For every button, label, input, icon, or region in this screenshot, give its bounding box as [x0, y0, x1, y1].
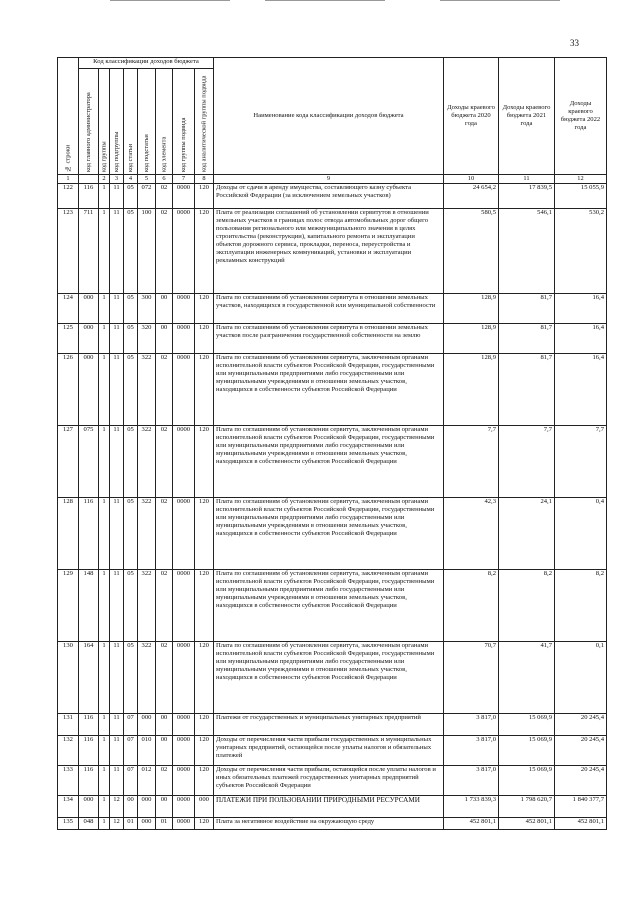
- cell-ps: 322: [138, 642, 156, 714]
- cell-ps: 000: [138, 818, 156, 830]
- cell-a: 000: [79, 796, 99, 818]
- cell-name: Плата по соглашениям об установлении сервитута в отношении земельных участков, находящихся в государственной или муниципальной собственности: [214, 294, 444, 324]
- cell-a: 048: [79, 818, 99, 830]
- cell-name: Платежи от государственных и муниципальных унитарных предприятий: [214, 714, 444, 736]
- table-row: [58, 766, 607, 796]
- cell-v2: 81,7: [499, 294, 555, 324]
- cell-el: 00: [156, 324, 173, 354]
- cell-el: 02: [156, 209, 173, 294]
- cell-v1: 24 654,2: [444, 184, 499, 209]
- table-row: [58, 714, 607, 736]
- col-code-7: код группы подвида: [173, 69, 195, 175]
- cell-v1: 3 817,0: [444, 736, 499, 766]
- col-name: Наименование кода классификации доходов бюджета: [214, 58, 444, 175]
- cell-g: 1: [99, 184, 110, 209]
- cell-g: 1: [99, 209, 110, 294]
- table-row: [58, 354, 607, 426]
- cell-v1: 70,7: [444, 642, 499, 714]
- cell-ps: 300: [138, 294, 156, 324]
- col-code-8: код аналитической группы подвида: [195, 69, 214, 175]
- cell-v3: 20 245,4: [555, 736, 607, 766]
- table-row: [58, 498, 607, 570]
- cell-n: 130: [58, 642, 79, 714]
- cell-name: ПЛАТЕЖИ ПРИ ПОЛЬЗОВАНИИ ПРИРОДНЫМИ РЕСУРСАМИ: [214, 796, 444, 818]
- cell-el: 02: [156, 426, 173, 498]
- cell-el: 02: [156, 766, 173, 796]
- cell-a: 000: [79, 324, 99, 354]
- cell-gp: 0000: [173, 426, 195, 498]
- cell-v2: 17 839,5: [499, 184, 555, 209]
- cell-ps: 000: [138, 714, 156, 736]
- cell-pg: 11: [110, 184, 124, 209]
- top-rule-right: [440, 0, 560, 1]
- cell-el: 00: [156, 714, 173, 736]
- cell-st: 00: [124, 796, 138, 818]
- cell-pg: 11: [110, 498, 124, 570]
- cell-pg: 11: [110, 294, 124, 324]
- cell-pg: 11: [110, 209, 124, 294]
- cell-g: 1: [99, 570, 110, 642]
- table-row: [58, 426, 607, 498]
- cell-gp: 0000: [173, 714, 195, 736]
- cell-el: 00: [156, 736, 173, 766]
- cell-name: Доходы от сдачи в аренду имущества, составляющего казну субъекта Российской Федерации (за исключением земельных участков): [214, 184, 444, 209]
- cell-a: 148: [79, 570, 99, 642]
- cell-ps: 322: [138, 426, 156, 498]
- cell-gp: 0000: [173, 324, 195, 354]
- table-row: [58, 184, 607, 209]
- cell-v3: 0,1: [555, 642, 607, 714]
- cell-v1: 7,7: [444, 426, 499, 498]
- cell-a: 116: [79, 766, 99, 796]
- cell-name: Плата за негативное воздействие на окружающую среду: [214, 818, 444, 830]
- col-code-1: код главного администратора: [79, 69, 99, 175]
- cell-ps: 320: [138, 324, 156, 354]
- cell-pg: 11: [110, 714, 124, 736]
- cell-el: 02: [156, 642, 173, 714]
- cell-v2: 15 069,9: [499, 736, 555, 766]
- col-2020: Доходы краевого бюджета 2020 года: [444, 58, 499, 175]
- cell-name: Плата от реализации соглашений об установлении сервитутов в отношении земельных участков в границах полос отвода автомобильных дорог общего пользования регионального или межмуниципального значения в целях строительства (реконструкции), капитального ремонта и эксплуатации объектов дорожного сервиса, прокладки, переноса, переустройства и эксплуатации инженерных коммуникаций, установки и эксплуатации рекламных конструкций: [214, 209, 444, 294]
- cell-st: 07: [124, 736, 138, 766]
- cell-ag: 120: [195, 209, 214, 294]
- cell-gp: 0000: [173, 796, 195, 818]
- cell-el: 02: [156, 498, 173, 570]
- cell-name: Плата по соглашениям об установлении сервитута в отношении земельных участков после разграничения государственной собственности на землю: [214, 324, 444, 354]
- cell-ag: 120: [195, 294, 214, 324]
- cell-pg: 11: [110, 736, 124, 766]
- cell-ag: 120: [195, 324, 214, 354]
- cell-pg: 12: [110, 796, 124, 818]
- col-index-2: 2: [99, 175, 110, 184]
- cell-st: 05: [124, 570, 138, 642]
- cell-el: 00: [156, 796, 173, 818]
- cell-pg: 11: [110, 426, 124, 498]
- cell-el: 02: [156, 354, 173, 426]
- cell-v1: 42,3: [444, 498, 499, 570]
- col-index-4: 4: [124, 175, 138, 184]
- cell-a: 164: [79, 642, 99, 714]
- cell-a: 116: [79, 498, 99, 570]
- cell-st: 05: [124, 498, 138, 570]
- table-row: [58, 209, 607, 294]
- cell-gp: 0000: [173, 354, 195, 426]
- cell-st: 05: [124, 294, 138, 324]
- cell-n: 127: [58, 426, 79, 498]
- cell-v2: 81,7: [499, 354, 555, 426]
- col-code-3: код подгруппы: [110, 69, 124, 175]
- col-code-4: код статьи: [124, 69, 138, 175]
- cell-name: Доходы от перечисления части прибыли, остающейся после уплаты налогов и иных обязательных платежей государственных унитарных предприятий субъектов Российской Федерации: [214, 766, 444, 796]
- cell-st: 07: [124, 714, 138, 736]
- cell-gp: 0000: [173, 209, 195, 294]
- cell-v3: 0,4: [555, 498, 607, 570]
- cell-st: 05: [124, 324, 138, 354]
- cell-pg: 11: [110, 642, 124, 714]
- cell-el: 01: [156, 818, 173, 830]
- cell-v3: 1 840 377,7: [555, 796, 607, 818]
- cell-g: 1: [99, 294, 110, 324]
- cell-v2: 24,1: [499, 498, 555, 570]
- cell-v3: 530,2: [555, 209, 607, 294]
- group-header: Код классификации доходов бюджета: [79, 58, 214, 69]
- cell-n: 132: [58, 736, 79, 766]
- cell-ps: 322: [138, 354, 156, 426]
- cell-gp: 0000: [173, 498, 195, 570]
- cell-v3: 16,4: [555, 294, 607, 324]
- cell-a: 711: [79, 209, 99, 294]
- cell-pg: 11: [110, 354, 124, 426]
- col-2022: Доходы краевого бюджета 2022 года: [555, 58, 607, 175]
- cell-n: 123: [58, 209, 79, 294]
- cell-n: 131: [58, 714, 79, 736]
- col-index-10: 10: [444, 175, 499, 184]
- table-row: [58, 570, 607, 642]
- cell-gp: 0000: [173, 184, 195, 209]
- col-index-6: 6: [156, 175, 173, 184]
- cell-gp: 0000: [173, 294, 195, 324]
- top-rule-left: [110, 0, 230, 1]
- cell-name: Плата по соглашениям об установлении сервитута, заключенным органами исполнительной власти субъектов Российской Федерации, государственными или муниципальными предприятиями либо государственными или муниципальными учреждениями в отношении земельных участков, находящихся в собственности субъектов Российской Федерации: [214, 354, 444, 426]
- cell-v1: 580,5: [444, 209, 499, 294]
- cell-v1: 1 733 839,3: [444, 796, 499, 818]
- cell-g: 1: [99, 354, 110, 426]
- col-index-1: 1: [58, 175, 79, 184]
- cell-g: 1: [99, 796, 110, 818]
- cell-st: 07: [124, 766, 138, 796]
- cell-pg: 11: [110, 766, 124, 796]
- page-number: 33: [570, 38, 579, 48]
- cell-v3: 20 245,4: [555, 766, 607, 796]
- cell-ps: 100: [138, 209, 156, 294]
- col-code-6: код элемента: [156, 69, 173, 175]
- cell-st: 05: [124, 354, 138, 426]
- col-index-5: 5: [138, 175, 156, 184]
- cell-ps: 322: [138, 498, 156, 570]
- cell-name: Плата по соглашениям об установлении сервитута, заключенным органами исполнительной власти субъектов Российской Федерации, государственными или муниципальными предприятиями либо государственными или муниципальными учреждениями в отношении земельных участков, находящихся в собственности субъектов Российской Федерации: [214, 642, 444, 714]
- cell-v3: 7,7: [555, 426, 607, 498]
- cell-v2: 41,7: [499, 642, 555, 714]
- cell-el: 02: [156, 570, 173, 642]
- cell-v2: 1 798 620,7: [499, 796, 555, 818]
- cell-st: 05: [124, 209, 138, 294]
- cell-el: 00: [156, 294, 173, 324]
- cell-v2: 452 801,1: [499, 818, 555, 830]
- cell-el: 02: [156, 184, 173, 209]
- col-index-9: 9: [214, 175, 444, 184]
- cell-g: 1: [99, 324, 110, 354]
- cell-ag: 120: [195, 818, 214, 830]
- cell-ag: 120: [195, 570, 214, 642]
- cell-a: 116: [79, 184, 99, 209]
- cell-v2: 81,7: [499, 324, 555, 354]
- cell-v3: 15 055,9: [555, 184, 607, 209]
- cell-gp: 0000: [173, 736, 195, 766]
- cell-v2: 8,2: [499, 570, 555, 642]
- cell-ps: 012: [138, 766, 156, 796]
- table-row: [58, 294, 607, 324]
- cell-n: 126: [58, 354, 79, 426]
- cell-gp: 0000: [173, 818, 195, 830]
- table-row: [58, 818, 607, 830]
- cell-ag: 120: [195, 766, 214, 796]
- cell-ps: 000: [138, 796, 156, 818]
- cell-gp: 0000: [173, 642, 195, 714]
- col-2021: Доходы краевого бюджета 2021 года: [499, 58, 555, 175]
- cell-v1: 452 801,1: [444, 818, 499, 830]
- cell-ag: 120: [195, 642, 214, 714]
- cell-v3: 20 245,4: [555, 714, 607, 736]
- revenue-table: [57, 57, 607, 830]
- cell-st: 05: [124, 426, 138, 498]
- cell-g: 1: [99, 498, 110, 570]
- cell-ag: 120: [195, 736, 214, 766]
- cell-g: 1: [99, 736, 110, 766]
- cell-ps: 322: [138, 570, 156, 642]
- col-index-11: 11: [499, 175, 555, 184]
- cell-ag: 120: [195, 184, 214, 209]
- cell-g: 1: [99, 766, 110, 796]
- cell-v2: 15 069,9: [499, 714, 555, 736]
- col-code-5: код подстатьи: [138, 69, 156, 175]
- cell-v3: 16,4: [555, 354, 607, 426]
- cell-st: 01: [124, 818, 138, 830]
- cell-n: 135: [58, 818, 79, 830]
- col-code-2: код группы: [99, 69, 110, 175]
- cell-a: 116: [79, 736, 99, 766]
- cell-ps: 010: [138, 736, 156, 766]
- cell-pg: 11: [110, 324, 124, 354]
- table-row: [58, 736, 607, 766]
- col-index-12: 12: [555, 175, 607, 184]
- cell-n: 125: [58, 324, 79, 354]
- cell-v2: 7,7: [499, 426, 555, 498]
- cell-n: 129: [58, 570, 79, 642]
- col-index-blank: [79, 175, 99, 184]
- cell-v3: 452 801,1: [555, 818, 607, 830]
- cell-v1: 3 817,0: [444, 766, 499, 796]
- cell-n: 124: [58, 294, 79, 324]
- col-row-number: № строки: [58, 58, 79, 175]
- cell-ag: 120: [195, 354, 214, 426]
- cell-v1: 128,9: [444, 354, 499, 426]
- col-index-3: 3: [110, 175, 124, 184]
- cell-g: 1: [99, 818, 110, 830]
- col-index-7: 7: [173, 175, 195, 184]
- cell-ag: 120: [195, 426, 214, 498]
- cell-v3: 8,2: [555, 570, 607, 642]
- cell-name: Плата по соглашениям об установлении сервитута, заключенным органами исполнительной власти субъектов Российской Федерации, государственными или муниципальными предприятиями либо государственными или муниципальными учреждениями в отношении земельных участков, находящихся в собственности субъектов Российской Федерации: [214, 498, 444, 570]
- cell-g: 1: [99, 426, 110, 498]
- cell-a: 116: [79, 714, 99, 736]
- cell-pg: 11: [110, 570, 124, 642]
- cell-ag: 000: [195, 796, 214, 818]
- cell-ps: 072: [138, 184, 156, 209]
- cell-n: 122: [58, 184, 79, 209]
- cell-ag: 120: [195, 498, 214, 570]
- cell-name: Доходы от перечисления части прибыли государственных и муниципальных унитарных предприятий, остающейся после уплаты налогов и обязательных платежей: [214, 736, 444, 766]
- cell-v2: 546,1: [499, 209, 555, 294]
- cell-n: 133: [58, 766, 79, 796]
- cell-v1: 3 817,0: [444, 714, 499, 736]
- cell-gp: 0000: [173, 570, 195, 642]
- table-row: [58, 796, 607, 818]
- cell-a: 000: [79, 354, 99, 426]
- cell-a: 000: [79, 294, 99, 324]
- cell-pg: 12: [110, 818, 124, 830]
- cell-g: 1: [99, 642, 110, 714]
- cell-st: 05: [124, 184, 138, 209]
- top-rule-middle: [265, 0, 385, 1]
- cell-gp: 0000: [173, 766, 195, 796]
- cell-v3: 16,4: [555, 324, 607, 354]
- cell-v1: 128,9: [444, 294, 499, 324]
- table-row: [58, 642, 607, 714]
- cell-a: 075: [79, 426, 99, 498]
- cell-v1: 8,2: [444, 570, 499, 642]
- cell-n: 128: [58, 498, 79, 570]
- cell-name: Плата по соглашениям об установлении сервитута, заключенным органами исполнительной власти субъектов Российской Федерации, государственными или муниципальными предприятиями либо государственными или муниципальными учреждениями в отношении земельных участков, находящихся в собственности субъектов Российской Федерации: [214, 570, 444, 642]
- cell-st: 05: [124, 642, 138, 714]
- cell-v1: 128,9: [444, 324, 499, 354]
- cell-g: 1: [99, 714, 110, 736]
- col-index-8: 8: [195, 175, 214, 184]
- cell-n: 134: [58, 796, 79, 818]
- cell-name: Плата по соглашениям об установлении сервитута, заключенным органами исполнительной власти субъектов Российской Федерации, государственными или муниципальными предприятиями либо государственными или муниципальными учреждениями в отношении земельных участков, находящихся в собственности субъектов Российской Федерации: [214, 426, 444, 498]
- cell-ag: 120: [195, 714, 214, 736]
- table-row: [58, 324, 607, 354]
- cell-v2: 15 069,9: [499, 766, 555, 796]
